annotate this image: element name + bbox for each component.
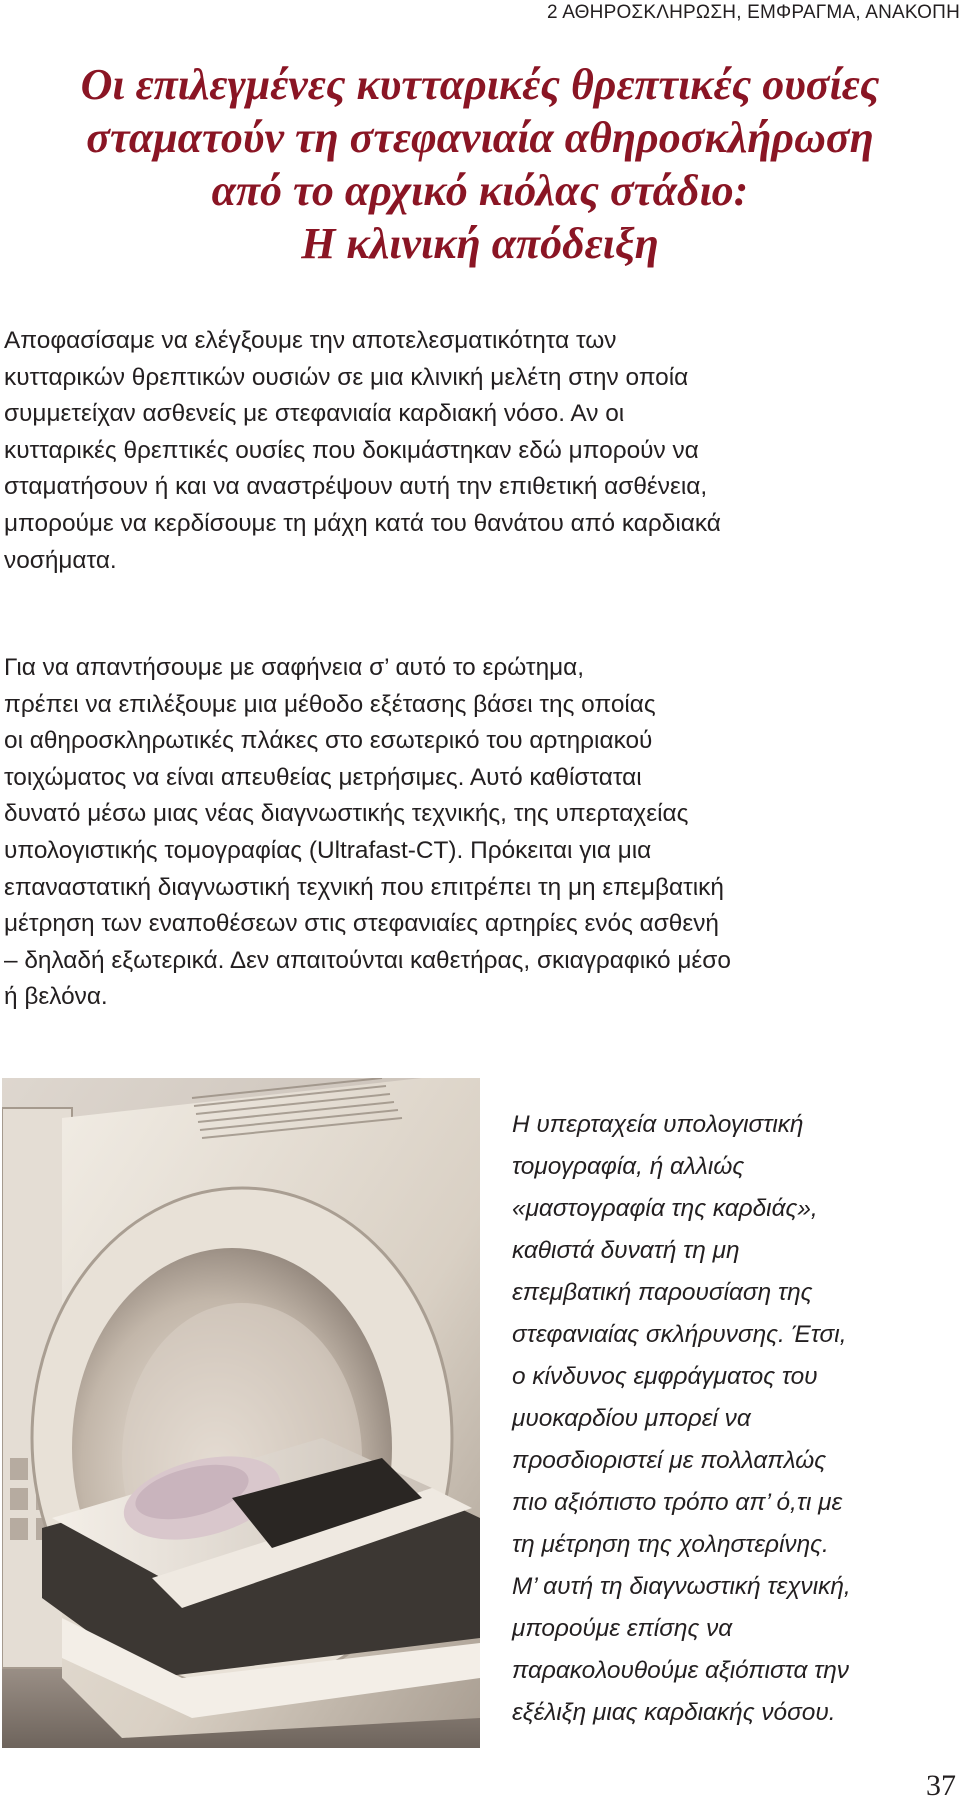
- text-line: συμμετείχαν ασθενείς με στεφανιαία καρδιακή νόσο. Αν οι: [4, 400, 625, 428]
- text-line: κυτταρικές θρεπτικές ουσίες που δοκιμάστηκαν εδώ μπορούν να: [4, 436, 699, 464]
- caption-line: «μαστογραφία της καρδιάς»,: [512, 1195, 818, 1222]
- text-line: – δηλαδή εξωτερικά. Δεν απαιτούνται καθετήρας, σκιαγραφικό μέσο: [4, 946, 731, 974]
- caption-line: μυοκαρδίου μπορεί να: [512, 1405, 751, 1432]
- caption-line: προσδιοριστεί με πολλαπλώς: [512, 1447, 827, 1474]
- caption-line: παρακολουθούμε αξιόπιστα την: [512, 1657, 849, 1684]
- text-line: μέτρηση των εναποθέσεων στις στεφανιαίες αρτηρίες ενός ασθενή: [4, 910, 719, 938]
- text-line: Για να απαντήσουμε με σαφήνεια σ’ αυτό το ερώτημα,: [4, 654, 585, 681]
- text-line: μπορούμε να κερδίσουμε τη μάχη κατά του θανάτου από καρδιακά: [4, 509, 721, 537]
- text-line: δυνατό μέσω μιας νέας διαγνωστικής τεχνικής, της υπερταχείας: [4, 800, 689, 828]
- text-line: επαναστατική διαγνωστική τεχνική που επιτρέπει τη μη επεμβατική: [4, 873, 724, 901]
- headline-line: Η κλινική απόδειξη: [301, 219, 659, 268]
- caption-line: καθιστά δυνατή τη μη: [512, 1237, 740, 1264]
- caption-line: τομογραφία, ή αλλιώς: [512, 1153, 745, 1180]
- ct-scanner-photo: [2, 1078, 480, 1748]
- text-line: τοιχώματος να είναι απευθείας μετρήσιμες. Αυτό καθίσταται: [4, 763, 642, 791]
- caption-line: Μ’ αυτή τη διαγνωστική τεχνική,: [512, 1573, 851, 1600]
- caption-line: μπορούμε επίσης να: [512, 1615, 733, 1642]
- text-line: νοσήματα.: [4, 546, 117, 574]
- running-header: 2 ΑΘΗΡΟΣΚΛΗΡΩΣΗ, ΕΜΦΡΑΓΜΑ, ΑΝΑΚΟΠΗ: [547, 2, 960, 23]
- text-line: Αποφασίσαμε να ελέγξουμε την αποτελεσματικότητα των: [4, 327, 617, 354]
- text-line: σταματήσουν ή και να αναστρέψουν αυτή την επιθετική ασθένεια,: [4, 473, 708, 501]
- text-line: πρέπει να επιλέξουμε μια μέθοδο εξέτασης βάσει της οποίας: [4, 690, 656, 718]
- text-line: κυτταρικών θρεπτικών ουσιών σε μια κλινική μελέτη στην οποία: [4, 363, 689, 391]
- body-paragraph-1: [4, 323, 960, 579]
- caption-line: Η υπερταχεία υπολογιστική: [512, 1111, 804, 1138]
- headline-line: Οι επιλεγμένες κυτταρικές θρεπτικές ουσίες: [80, 60, 880, 109]
- headline-line: από το αρχικό κιόλας στάδιο:: [211, 166, 749, 215]
- caption-line: ο κίνδυνος εμφράγματος του: [512, 1363, 818, 1390]
- text-line: οι αθηροσκληρωτικές πλάκες στο εσωτερικό του αρτηριακού: [4, 727, 653, 755]
- ct-scanner-illustration: [2, 1078, 480, 1748]
- text-line: ή βελόνα.: [4, 983, 108, 1011]
- caption-line: στεφανιαίας σκλήρυνσης. Έτσι,: [512, 1321, 847, 1348]
- photo-caption: [512, 1104, 960, 1734]
- page-number: 37: [926, 1769, 956, 1802]
- caption-line: εξέλιξη μιας καρδιακής νόσου.: [512, 1699, 836, 1726]
- text-line: υπολογιστικής τομογραφίας (Ultrafast-CT). Πρόκειται για μια: [4, 836, 652, 864]
- caption-line: τη μέτρηση της χοληστερίνης.: [512, 1531, 829, 1558]
- article-headline: [0, 58, 960, 270]
- body-paragraph-2: [4, 650, 960, 1016]
- caption-line: επεμβατική παρουσίαση της: [512, 1279, 813, 1306]
- headline-line: σταματούν τη στεφανιαία αθηροσκλήρωση: [86, 113, 874, 162]
- caption-line: πιο αξιόπιστο τρόπο απ’ ό,τι με: [512, 1489, 843, 1516]
